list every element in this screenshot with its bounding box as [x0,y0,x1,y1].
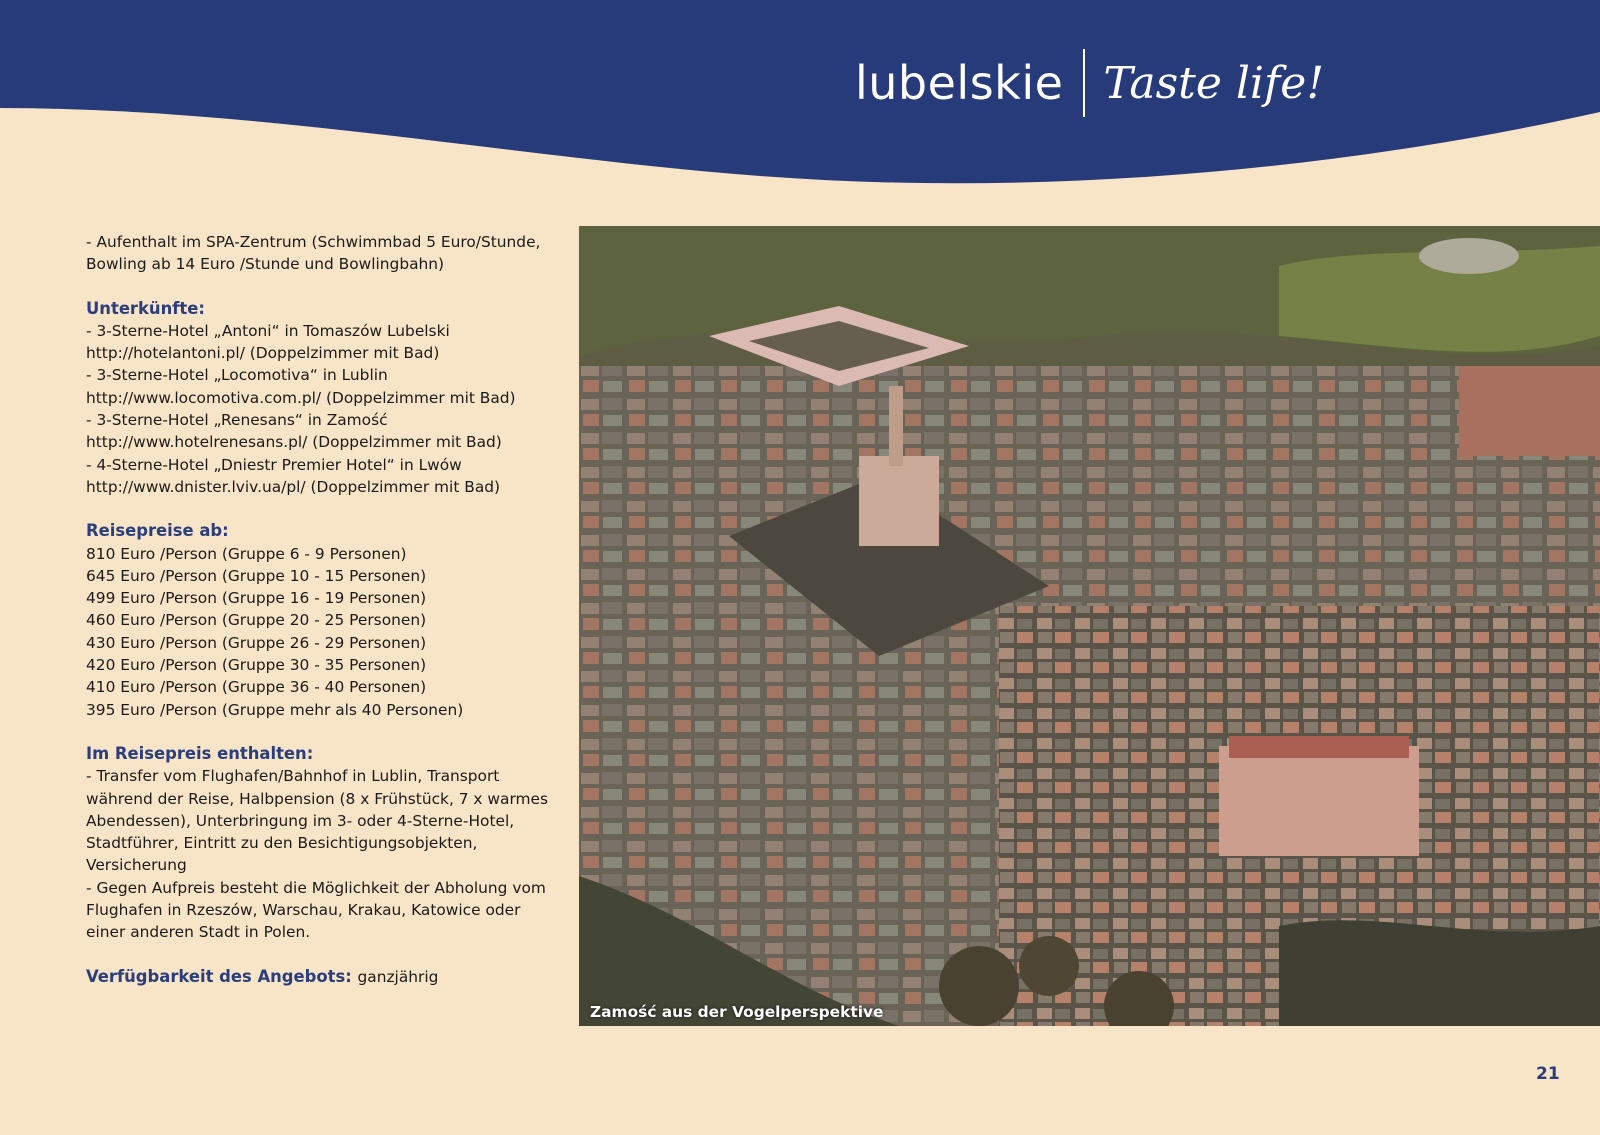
photo-caption: Zamość aus der Vogelperspektive [590,1003,884,1021]
availability-line [86,966,566,988]
text-line: einer anderen Stadt in Polen. [86,923,311,942]
header-band [0,0,1600,190]
price-line: 460 Euro /Person (Gruppe 20 - 25 Personen) [86,611,427,630]
text-line: während der Reise, Halbpension (8 x Frühstück, 7 x warmes [86,789,548,808]
text-line: - 3-Sterne-Hotel „Renesans“ in Zamość [86,411,388,430]
prices-block [86,520,566,721]
text-line: - 3-Sterne-Hotel „Antoni“ in Tomaszów Lubelski [86,321,450,340]
prices-heading: Reisepreise ab: [86,521,229,541]
price-line: 499 Euro /Person (Gruppe 16 - 19 Personen) [86,589,427,608]
accommodation-block [86,298,566,499]
text-line: http://www.locomotiva.com.pl/ (Doppelzimmer mit Bad) [86,388,516,407]
page-number: 21 [1536,1064,1560,1084]
price-line: 645 Euro /Person (Gruppe 10 - 15 Personen) [86,566,427,585]
availability-label: Verfügbarkeit des Angebots: [86,966,352,986]
included-block [86,743,566,944]
price-line: 410 Euro /Person (Gruppe 36 - 40 Personen) [86,678,427,697]
text-line: - Aufenthalt im SPA-Zentrum (Schwimmbad 5 Euro/Stunde, [86,233,541,251]
text-line: Bowling ab 14 Euro /Stunde und Bowlingbahn) [86,255,445,274]
brand-divider [1083,49,1085,117]
price-line: 395 Euro /Person (Gruppe mehr als 40 Personen) [86,700,464,719]
price-line: 430 Euro /Person (Gruppe 26 - 29 Personen) [86,633,427,652]
included-heading: Im Reisepreis enthalten: [86,743,314,763]
price-line: 810 Euro /Person (Gruppe 6 - 9 Personen) [86,544,407,563]
text-line: Stadtführer, Eintritt zu den Besichtigungsobjekten, [86,834,478,853]
text-line: http://www.hotelrenesans.pl/ (Doppelzimmer mit Bad) [86,433,502,452]
text-line: - 4-Sterne-Hotel „Dniestr Premier Hotel“ in Lwów [86,455,462,474]
text-line: Versicherung [86,856,187,875]
accommodation-heading: Unterkünfte: [86,298,205,318]
aerial-photo [579,226,1600,1026]
text-line: http://hotelantoni.pl/ (Doppelzimmer mit Bad) [86,344,440,363]
text-line: - Transfer vom Flughafen/Bahnhof in Lublin, Transport [86,767,500,786]
aerial-city-illustration [579,226,1600,1026]
text-line: - 3-Sterne-Hotel „Locomotiva“ in Lublin [86,366,388,385]
text-line: Flughafen in Rzeszów, Warschau, Krakau, Katowice oder [86,901,521,920]
price-line: 420 Euro /Person (Gruppe 30 - 35 Personen) [86,656,427,675]
brand-name: lubelskie [855,56,1064,110]
brand-slogan: Taste life! [1103,57,1325,109]
text-line: http://www.dnister.lviv.ua/pl/ (Doppelzimmer mit Bad) [86,477,501,496]
text-line: - Gegen Aufpreis besteht die Möglichkeit der Abholung vom [86,878,546,897]
intro-block [86,231,566,276]
text-column [86,231,566,988]
availability-value: ganzjährig [357,967,439,986]
text-line: Abendessen), Unterbringung im 3- oder 4-Sterne-Hotel, [86,811,515,830]
header-wave-shape [0,0,1600,190]
brand-logo [855,48,1324,118]
